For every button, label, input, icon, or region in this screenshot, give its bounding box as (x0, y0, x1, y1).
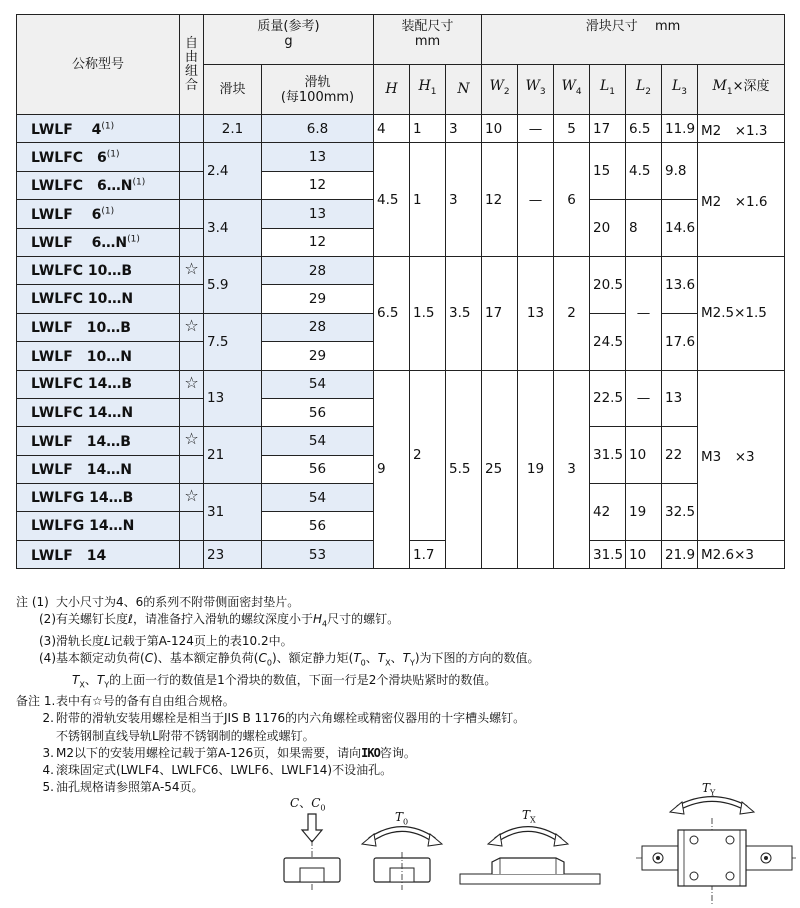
header-block-dim-unit: mm (654, 19, 681, 34)
note-2-part-b: ，请准备拧入滑轨的螺纹深度小于 (132, 612, 313, 627)
model-cell (17, 115, 180, 143)
free-combination-cell (180, 398, 204, 426)
dim-H: 4.5 (374, 143, 410, 257)
header-M1 (698, 65, 785, 115)
note-4-g: )为下图的方向的数值。 (414, 651, 540, 665)
note-4-2-ty-sub: Y (104, 679, 110, 689)
model-name: LWLFC 14…B (31, 376, 133, 393)
block-mass: 2.4 (204, 143, 262, 200)
dim-H1: 2 (410, 370, 446, 540)
note-text: 大小尺寸为4、6的系列不附带侧面密封垫片。 (56, 595, 300, 609)
model-name: LWLF 6 (31, 206, 102, 223)
dim-L1: 20.5 (590, 256, 626, 313)
remark-2-line-2 (16, 728, 796, 745)
header-rail-mass (262, 65, 374, 115)
rail-mass: 12 (262, 171, 374, 199)
header-W2-text: W (489, 78, 504, 95)
dim-L3: 13.6 (662, 256, 698, 313)
free-combination-cell (180, 171, 204, 199)
header-mass-unit: g (284, 34, 293, 49)
note-2-part-c: 尺寸的螺钉。 (327, 612, 400, 627)
dim-L2: 19 (626, 484, 662, 541)
header-M1-text: M (712, 78, 727, 95)
dim-L3: 17.6 (662, 313, 698, 370)
block-mass: 5.9 (204, 256, 262, 313)
dim-H: 9 (374, 370, 410, 569)
rail-mass: 56 (262, 398, 374, 426)
t0-moment-diagram (362, 829, 442, 890)
model-cell (17, 313, 180, 341)
header-N (446, 65, 482, 115)
model-note: (1) (101, 206, 115, 217)
dim-L2: 6.5 (626, 115, 662, 143)
rotate-right-arrow-icon (554, 834, 568, 846)
block-mass: 23 (204, 540, 262, 568)
model-name: LWLF 4 (31, 121, 102, 138)
header-L1-sub: 1 (609, 86, 616, 97)
dim-N: 3.5 (446, 256, 482, 370)
remarks-lead: 备注 (16, 694, 41, 709)
note-number: (4) (39, 651, 56, 665)
header-block-mass: 滑块 (204, 65, 262, 115)
dim-W2: 25 (482, 370, 518, 569)
model-cell (17, 342, 180, 370)
header-L3 (662, 65, 698, 115)
dim-L3: 14.6 (662, 200, 698, 257)
note-4-f: 、 (390, 651, 403, 665)
note-4-ty: T (402, 651, 410, 665)
remark-text (56, 745, 416, 762)
block-mass: 3.4 (204, 200, 262, 257)
dim-H: 4 (374, 115, 410, 143)
dim-N: 3 (446, 143, 482, 257)
model-name: LWLFG 14…B (31, 489, 134, 506)
note-3-part-b: 记载于第A-124页上的表10.2中。 (110, 633, 293, 648)
remark-number: 3. (42, 745, 54, 760)
header-rail-label: 滑轨 (304, 74, 331, 90)
rotate-left-arrow-icon (488, 834, 502, 846)
model-name: LWLF 6…N (31, 235, 128, 252)
model-note: (1) (132, 177, 146, 188)
free-combination-cell (180, 342, 204, 370)
dim-W3: — (518, 143, 554, 257)
remark-2 (16, 710, 796, 727)
free-combination-cell (180, 512, 204, 540)
header-W2 (482, 65, 518, 115)
note-4-2-tx: T (72, 672, 80, 687)
free-combination-cell (180, 540, 204, 568)
dim-H1: 1 (410, 115, 446, 143)
dim-M1: M3 ×3 (698, 370, 785, 540)
header-W2-sub: 2 (503, 86, 510, 97)
rail-mass: 12 (262, 228, 374, 256)
note-number: (1) (31, 595, 49, 609)
note-4 (16, 650, 796, 672)
note-4-e: 、 (365, 651, 378, 665)
header-H-text: H (385, 81, 398, 97)
remark-3-b: 咨询。 (379, 745, 416, 760)
remark-4 (16, 762, 796, 779)
block-mass: 13 (204, 370, 262, 427)
remark-3-a: M2以下的安装用螺栓记载于第A-126页，如果需要，请向 (56, 745, 362, 760)
model-name: LWLF 10…N (31, 348, 132, 365)
model-cell (17, 228, 180, 256)
bolt-hole-icon (690, 836, 698, 844)
remark-number: 2. (42, 711, 54, 726)
label-ty: $T_Y$ (702, 781, 716, 798)
remark-number: 4. (42, 763, 54, 777)
model-name: LWLFC 6 (31, 150, 107, 167)
dim-H1: 1.7 (410, 540, 446, 568)
note-4-ty-sub: Y (409, 658, 415, 668)
header-model: 公称型号 (17, 15, 180, 115)
block-icon (678, 830, 746, 886)
label-t0: $T_0$ (395, 810, 409, 827)
header-L2-sub: 2 (645, 86, 652, 97)
dim-L3: 21.9 (662, 540, 698, 568)
free-combination-cell: ☆ (180, 427, 204, 455)
block-mass: 21 (204, 427, 262, 484)
spec-table (16, 14, 785, 569)
note-4-2-tx-sub: X (79, 679, 85, 689)
note-text (56, 633, 293, 650)
model-cell (17, 200, 180, 228)
free-combination-cell (180, 455, 204, 483)
free-combination-cell (180, 143, 204, 171)
dim-M1: M2 ×1.6 (698, 143, 785, 257)
rail-mass: 29 (262, 342, 374, 370)
dim-N: 3 (446, 115, 482, 143)
note-4-c: C (144, 651, 154, 665)
note-4-2-b: 的上面一行的数值是1个滑块的数值，下面一行是2个滑块贴紧时的数值。 (109, 672, 497, 687)
bolt-hole-icon (726, 872, 734, 880)
remark-number: 5. (42, 780, 54, 795)
note-4-tx: T (377, 651, 386, 665)
model-cell (17, 427, 180, 455)
header-assembly-label: 装配尺寸 (401, 19, 454, 34)
dim-L3: 13 (662, 370, 698, 427)
dim-L1: 22.5 (590, 370, 626, 427)
dim-W2: 17 (482, 256, 518, 370)
note-text (72, 672, 496, 694)
dim-W3: 19 (518, 370, 554, 569)
rail-mass: 29 (262, 285, 374, 313)
header-assembly-unit: mm (414, 34, 441, 49)
rotate-left-arrow-icon (670, 802, 684, 814)
free-combination-cell (180, 200, 204, 228)
note-4-d: )、额定静力矩( (271, 651, 354, 665)
header-L3-sub: 3 (681, 86, 688, 97)
header-H1-text: H (418, 78, 431, 95)
note-4-2-a: 、 (84, 672, 97, 687)
label-tx: $T_X$ (522, 808, 536, 825)
header-W3-text: W (525, 78, 540, 95)
rail-mass: 56 (262, 512, 374, 540)
dim-L3: 11.9 (662, 115, 698, 143)
diagram-graphics (270, 778, 800, 908)
note-4-line-2 (16, 672, 796, 694)
note-4-tx-sub: X (385, 658, 391, 668)
dim-L2: 10 (626, 540, 662, 568)
block-mass: 31 (204, 484, 262, 541)
header-L2-text: L (635, 78, 646, 95)
notes-lead: 注 (16, 595, 29, 609)
remark-text: 不锈钢制直线导轨L附带不锈钢制的螺栓或螺钉。 (56, 728, 315, 743)
note-text (56, 611, 399, 633)
free-combination-cell: ☆ (180, 484, 204, 512)
dim-L2: 4.5 (626, 143, 662, 200)
dim-W4: 2 (554, 256, 590, 370)
iko-logo: IKO (361, 745, 380, 760)
note-4-a: 基本额定动负荷( (56, 651, 145, 665)
down-arrow-icon (302, 814, 322, 842)
note-4-2-ty: T (96, 672, 105, 687)
header-W4-text: W (561, 78, 576, 95)
header-M1-tail: ×深度 (732, 79, 770, 95)
free-combination-cell (180, 115, 204, 143)
header-block-dimensions (482, 15, 785, 65)
label-c-c0: C、$C_0$ (290, 796, 326, 813)
note-2-h-sub: 4 (322, 619, 328, 629)
notes-section (16, 594, 796, 796)
free-combination-cell: ☆ (180, 313, 204, 341)
free-combination-cell (180, 228, 204, 256)
note-3 (16, 633, 796, 650)
header-H1-sub: 1 (430, 86, 437, 97)
model-name: LWLF 14…B (31, 433, 131, 450)
header-W3 (518, 65, 554, 115)
free-combination-cell: ☆ (180, 256, 204, 284)
note-1 (16, 594, 796, 611)
model-name: LWLFC 6…N (31, 178, 133, 195)
note-number: (3) (39, 633, 56, 648)
dim-L2: — (626, 256, 662, 370)
rotate-left-arrow-icon (362, 834, 376, 846)
model-note: (1) (127, 234, 140, 245)
dim-L1: 31.5 (590, 540, 626, 568)
header-L1-text: L (599, 78, 610, 95)
header-H1 (410, 65, 446, 115)
dim-L2: 10 (626, 427, 662, 484)
bolt-hole-icon (690, 872, 698, 880)
header-M1-sub: 1 (726, 86, 733, 97)
free-combination-cell (180, 285, 204, 313)
note-2-h: H (313, 612, 323, 627)
model-name: LWLFC 14…N (31, 404, 134, 421)
model-note: (1) (106, 149, 120, 160)
remark-text: 滚珠固定式(LWLF4、LWLFC6、LWLF6、LWLF14)不设油孔。 (56, 763, 393, 777)
load-direction-diagrams (270, 778, 800, 908)
rotate-right-arrow-icon (740, 802, 754, 814)
remark-text: 附带的滑轨安装用螺栓是相当于JIS B 1176的内六角螺栓或精密仪器用的十字槽头螺钉。 (56, 711, 526, 726)
dim-N: 5.5 (446, 370, 482, 569)
header-mass-label: 质量(参考) (257, 19, 320, 34)
dim-M1: M2.6×3 (698, 540, 785, 568)
bolt-hole-icon (726, 836, 734, 844)
note-3-part-a: 滑轨长度 (56, 633, 105, 648)
note-text (56, 650, 540, 672)
model-name: LWLF 14…N (31, 462, 132, 479)
rail-icon (300, 868, 324, 882)
dim-W2: 12 (482, 143, 518, 257)
model-cell (17, 484, 180, 512)
note-number: (2) (39, 612, 56, 627)
header-free-text: 自由组合 (184, 35, 198, 93)
dim-W4: 3 (554, 370, 590, 569)
header-W4 (554, 65, 590, 115)
dim-L3: 9.8 (662, 143, 698, 200)
rail-mass: 6.8 (262, 115, 374, 143)
note-4-c0-sub: 0 (266, 658, 272, 668)
ty-moment-diagram (636, 799, 796, 904)
note-4-b: )、基本额定静负荷( (153, 651, 259, 665)
dim-W2: 10 (482, 115, 518, 143)
dim-H1: 1 (410, 143, 446, 257)
note-3-l: L (104, 633, 111, 648)
dim-L3: 32.5 (662, 484, 698, 541)
dim-W4: 6 (554, 143, 590, 257)
note-4-t0: T (353, 651, 361, 665)
remark-text: 表中有☆号的备有自由组合规格。 (56, 694, 235, 709)
model-name: LWLFC 10…B (31, 262, 133, 279)
remark-text: 油孔规格请参照第A-54页。 (56, 780, 204, 795)
dim-L2: 8 (626, 200, 662, 257)
dim-W4: 5 (554, 115, 590, 143)
dim-L1: 20 (590, 200, 626, 257)
dim-L3: 22 (662, 427, 698, 484)
header-H (374, 65, 410, 115)
note-2-part-a: 有关螺钉长度 (56, 612, 129, 627)
header-rail-sub: (每100mm) (280, 89, 355, 105)
model-name: LWLF 14 (31, 547, 107, 564)
block-mass: 7.5 (204, 313, 262, 370)
dim-H: 6.5 (374, 256, 410, 370)
header-W4-sub: 4 (575, 86, 582, 97)
remark-number: 1. (43, 694, 56, 709)
dim-M1: M2.5×1.5 (698, 256, 785, 370)
model-cell (17, 256, 180, 284)
rail-mass: 54 (262, 427, 374, 455)
header-L3-text: L (671, 78, 682, 95)
model-cell (17, 455, 180, 483)
model-note: (1) (101, 121, 115, 132)
block-mass: 2.1 (204, 115, 262, 143)
model-name: LWLFC 10…N (31, 291, 134, 308)
dim-L2: — (626, 370, 662, 427)
model-cell (17, 171, 180, 199)
rail-mass: 13 (262, 200, 374, 228)
note-4-t0-sub: 0 (360, 658, 366, 668)
tx-moment-diagram (460, 829, 600, 884)
rail-mass: 54 (262, 484, 374, 512)
dim-W3: — (518, 115, 554, 143)
dim-L1: 42 (590, 484, 626, 541)
rail-mass: 28 (262, 256, 374, 284)
dim-M1: M2 ×1.3 (698, 115, 785, 143)
dim-H1: 1.5 (410, 256, 446, 370)
header-block-dim-label: 滑块尺寸 (585, 19, 638, 34)
rotate-right-arrow-icon (428, 834, 442, 846)
model-cell (17, 370, 180, 398)
header-W3-sub: 3 (539, 86, 546, 97)
model-cell (17, 512, 180, 540)
header-assembly (374, 15, 482, 65)
remark-3 (16, 745, 796, 762)
free-combination-cell: ☆ (180, 370, 204, 398)
note-2 (16, 611, 796, 633)
note-2-ell: ℓ (128, 612, 133, 627)
dim-W3: 13 (518, 256, 554, 370)
model-cell (17, 143, 180, 171)
rail-icon (460, 874, 600, 884)
remark-1 (16, 693, 796, 710)
header-N-text: N (457, 81, 470, 97)
note-4-c0: C (258, 651, 267, 665)
dim-L1: 24.5 (590, 313, 626, 370)
header-mass (204, 15, 374, 65)
dim-L1: 15 (590, 143, 626, 200)
model-cell (17, 398, 180, 426)
model-cell (17, 540, 180, 568)
header-L2 (626, 65, 662, 115)
rail-mass: 56 (262, 455, 374, 483)
model-name: LWLFG 14…N (31, 518, 135, 535)
model-name: LWLF 10…B (31, 320, 131, 337)
dim-L1: 31.5 (590, 427, 626, 484)
header-free-combination (180, 15, 204, 115)
rail-mass: 53 (262, 540, 374, 568)
rail-mass: 28 (262, 313, 374, 341)
block-icon (492, 858, 564, 874)
model-cell (17, 285, 180, 313)
rail-mass: 13 (262, 143, 374, 171)
rail-mass: 54 (262, 370, 374, 398)
c-load-diagram (284, 814, 340, 890)
dim-L1: 17 (590, 115, 626, 143)
header-L1 (590, 65, 626, 115)
